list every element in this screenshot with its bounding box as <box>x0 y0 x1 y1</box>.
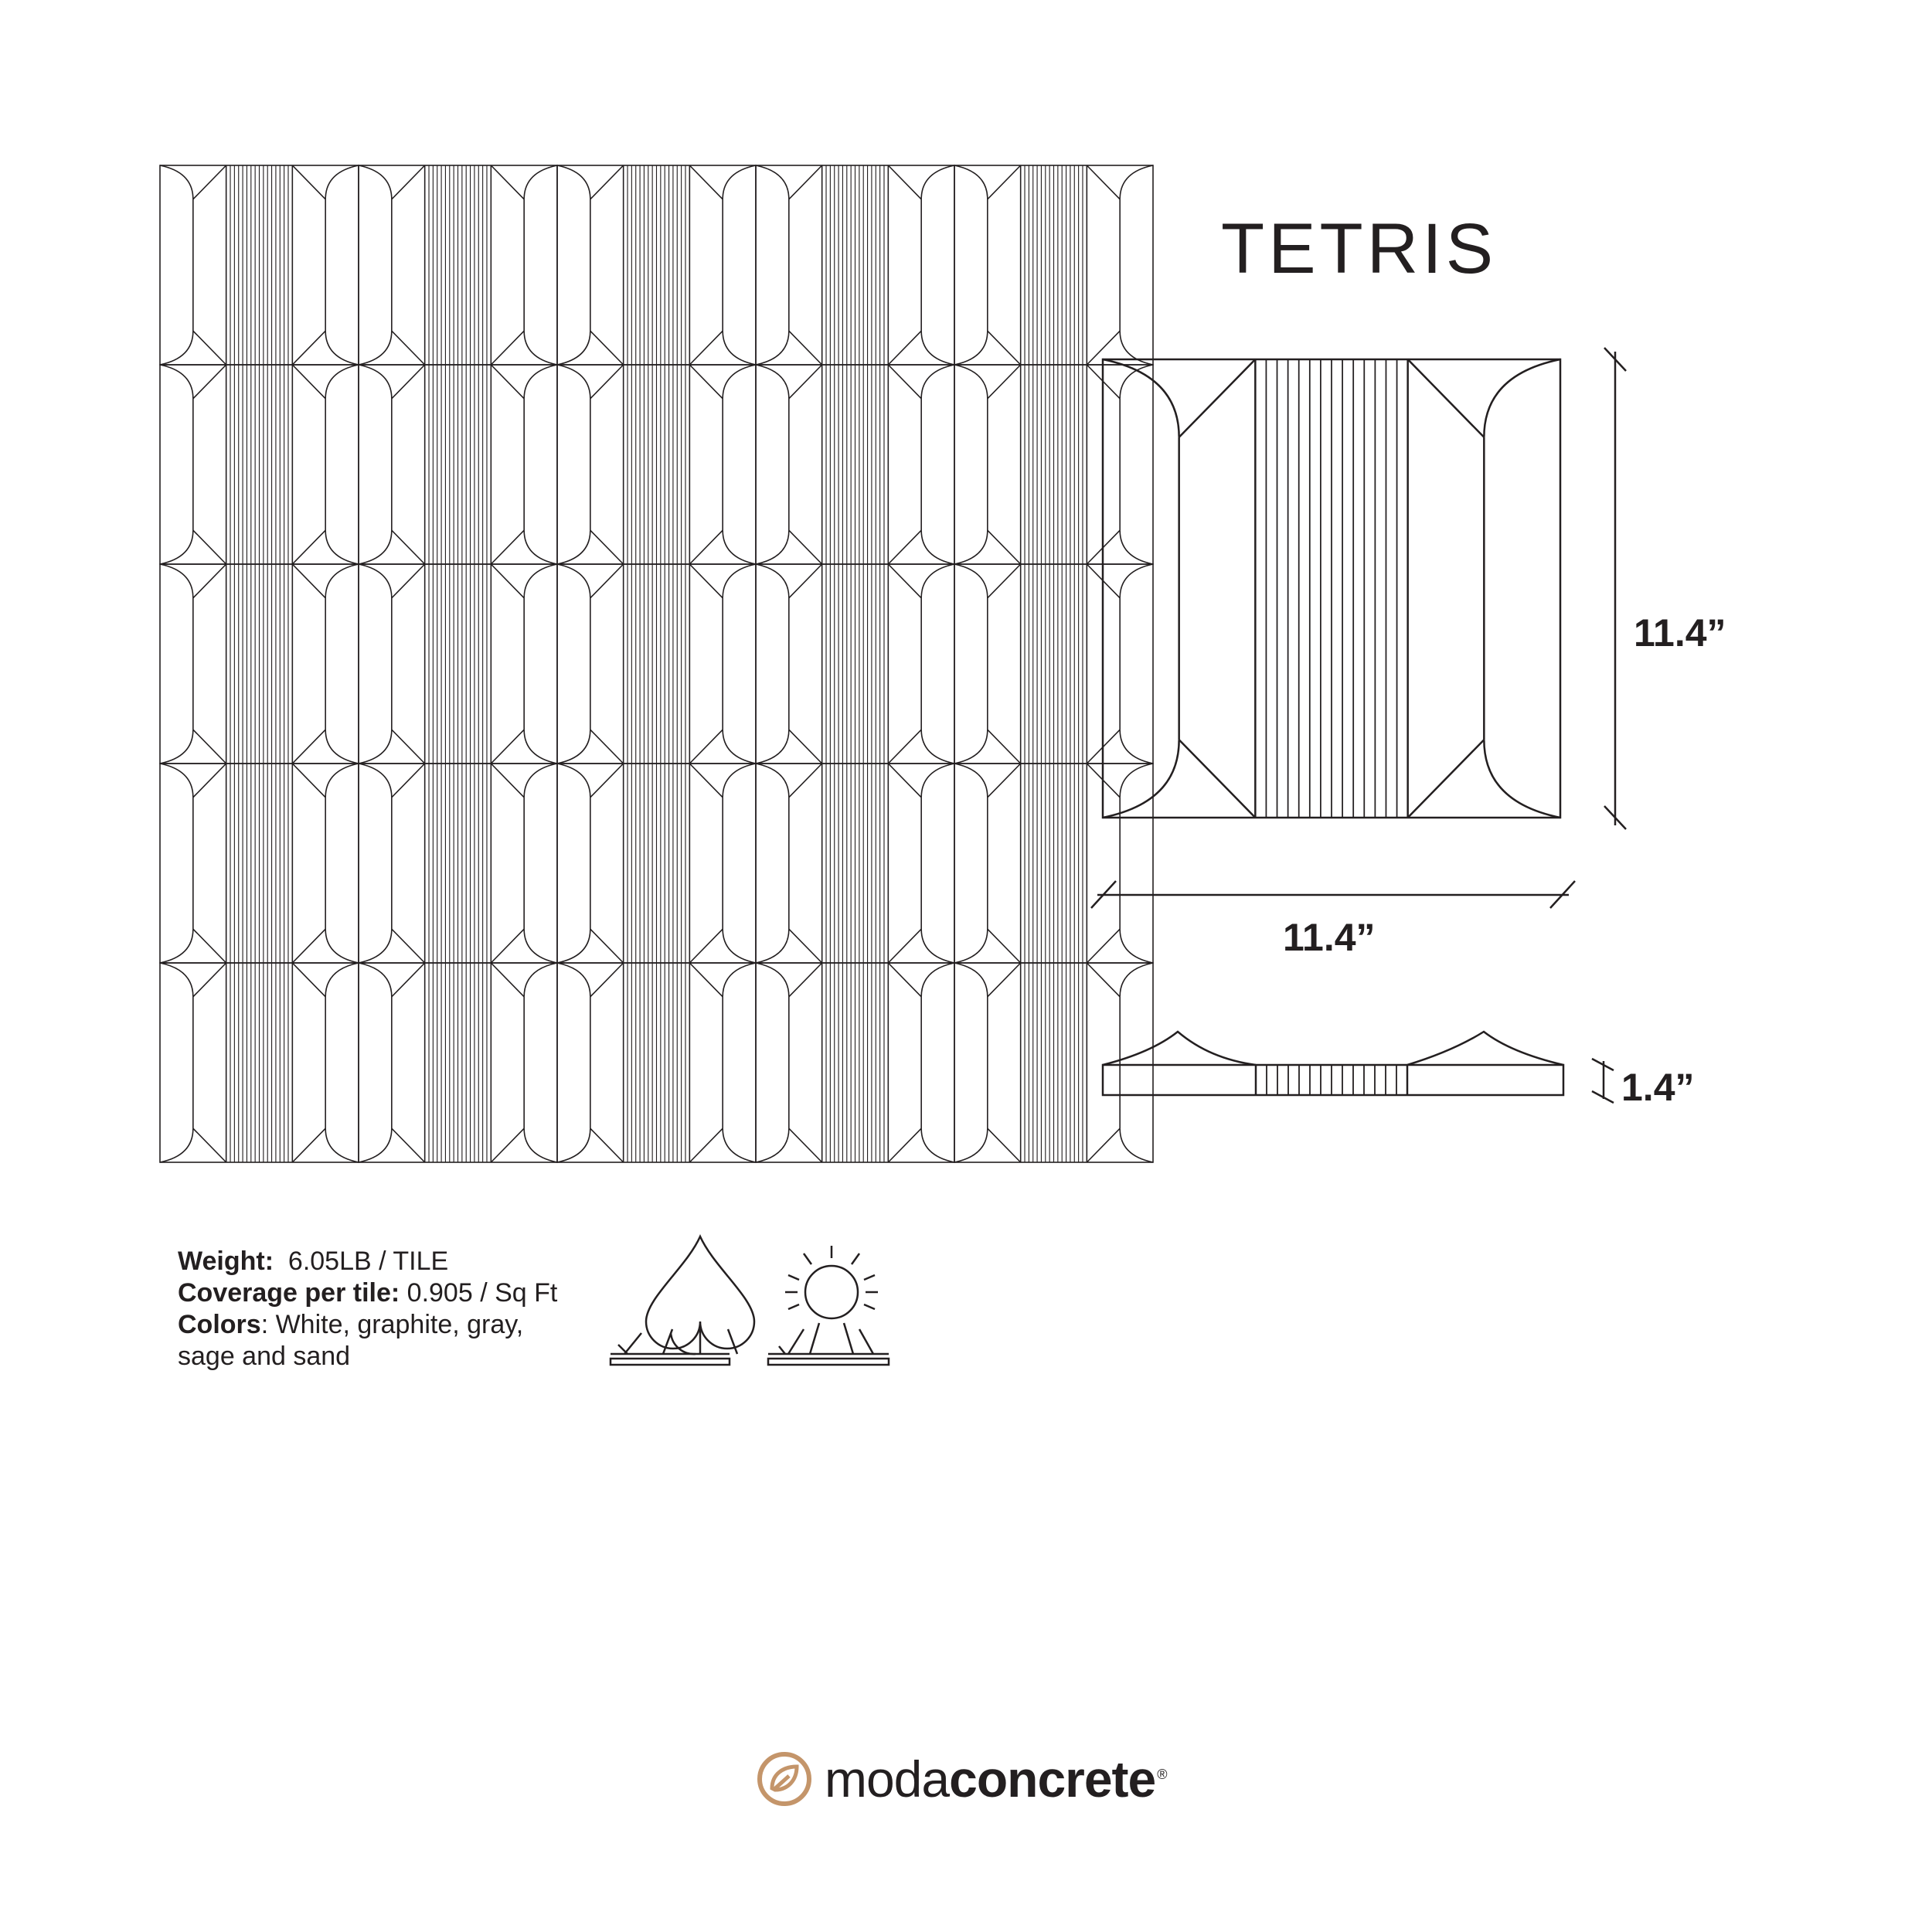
colors-row-continued: sage and sand <box>178 1342 351 1371</box>
brand-logo <box>753 1748 1167 1810</box>
brand-name-light: moda <box>825 1750 950 1808</box>
width-dimension-label: 11.4” <box>1283 916 1376 959</box>
depth-dimension-label: 1.4” <box>1621 1066 1695 1109</box>
height-dimension-label: 11.4” <box>1634 611 1726 655</box>
brand-name-bold: concrete <box>949 1750 1156 1808</box>
colors-row: Colors: White, graphite, gray, <box>178 1310 524 1339</box>
water-resistant-icon <box>611 1236 754 1365</box>
weight-row: Weight: 6.05LB / TILE <box>178 1247 449 1276</box>
leaf-logo-icon <box>753 1748 815 1810</box>
coverage-row: Coverage per tile: 0.905 / Sq Ft <box>178 1278 558 1308</box>
product-title: TETRIS <box>1221 209 1498 288</box>
registered-mark: ® <box>1157 1767 1167 1782</box>
sun-resistant-icon <box>768 1246 889 1365</box>
product-specs <box>178 1246 611 1372</box>
